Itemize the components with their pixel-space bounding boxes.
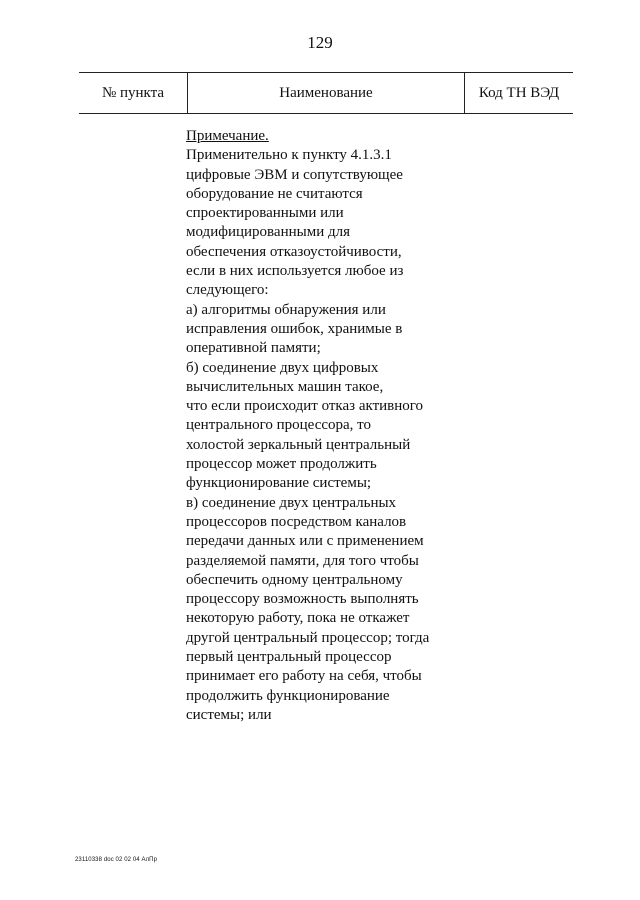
note-line: холостой зеркальный центральный	[186, 436, 411, 453]
note-line: системы; или	[186, 706, 272, 723]
note-line: в) соединение двух центральных	[186, 494, 397, 511]
note-line: что если происходит отказ активного	[186, 398, 424, 415]
header-item-number: № пункта	[101, 84, 165, 101]
note-line: модифицированными для	[186, 224, 350, 241]
note-title: Примечание.	[186, 128, 269, 144]
note-line: б) соединение двух цифровых	[186, 359, 379, 376]
note-line: центрального процессора, то	[186, 417, 372, 434]
note-line: процессору возможность выполнять	[186, 591, 419, 608]
note-line: процессор может продолжить	[186, 456, 377, 473]
note-line: другой центральный процессор; тогда	[186, 629, 430, 646]
note-line: разделяемой памяти, для того чтобы	[186, 552, 419, 569]
note-line: функционирование системы;	[186, 475, 372, 492]
note-line: Применительно к пункту 4.1.3.1	[186, 147, 392, 164]
header-name: Наименование	[187, 73, 465, 113]
note-line: обеспечения отказоустойчивости,	[186, 243, 402, 260]
note-line: следующего:	[186, 282, 269, 299]
note-line: оперативной памяти;	[186, 340, 321, 357]
note-line: первый центральный процессор	[186, 649, 392, 666]
note-line: передачи данных или с применением	[186, 533, 424, 550]
note-block	[186, 127, 486, 725]
note-line: принимает его работу на себя, чтобы	[186, 668, 422, 685]
note-line: цифровые ЭВМ и сопутствующее	[186, 166, 403, 183]
note-line: а) алгоритмы обнаружения или	[186, 301, 386, 318]
note-line: процессоров посредством каналов	[186, 513, 407, 530]
note-line: спроектированными или	[186, 205, 344, 222]
note-line: оборудование не считаются	[186, 185, 363, 202]
note-line: вычислительных машин такое,	[186, 378, 384, 395]
note-line: исправления ошибок, хранимые в	[186, 320, 403, 337]
note-line: продолжить функционирование	[186, 687, 390, 704]
note-line: если в них используется любое из	[186, 263, 404, 280]
note-line: некоторую работу, пока не откажет	[186, 610, 410, 627]
page-number: 129	[307, 33, 333, 52]
footer-doc-id: 23110338 doc 02 02 04 АлПр	[75, 857, 158, 863]
table-header	[79, 72, 573, 114]
header-code: Код ТН ВЭД	[478, 84, 560, 101]
note-line: обеспечить одному центральному	[186, 571, 403, 588]
